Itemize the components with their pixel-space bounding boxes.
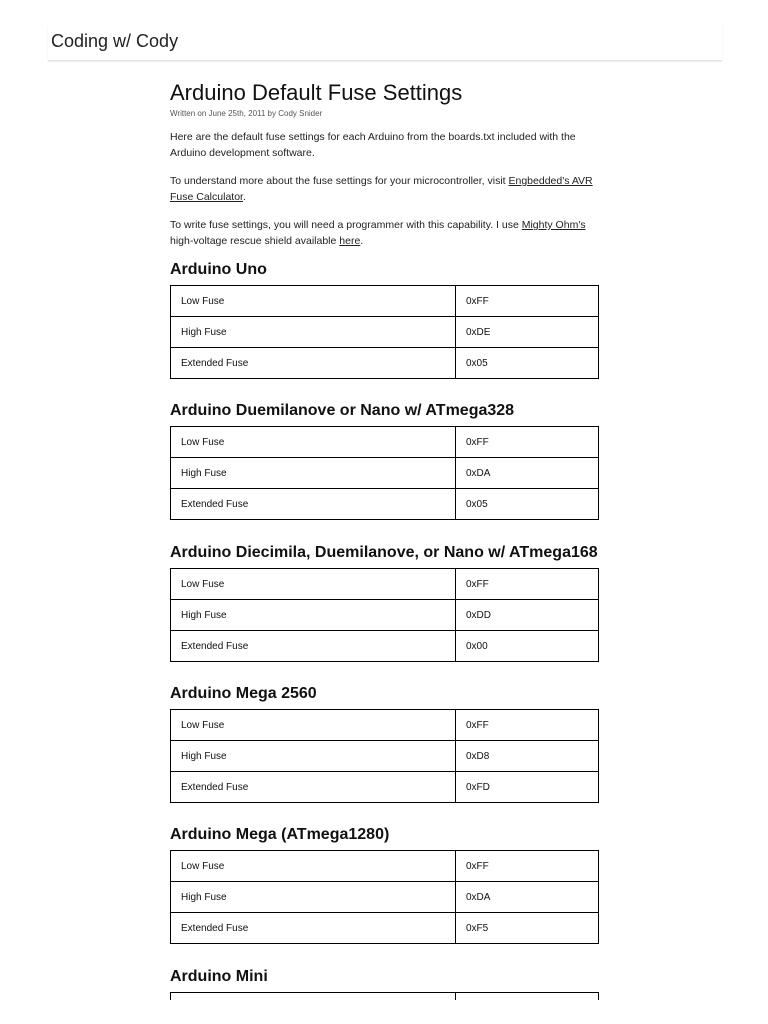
byline: Written on June 25th, 2011 by Cody Snider [170,109,323,118]
table-row [171,882,599,913]
fuse-table [170,426,599,520]
fuse-label-cell: High Fuse [171,600,456,631]
fuse-value-cell: 0xFD [456,772,599,803]
table-row [171,458,599,489]
table-row [171,851,599,882]
fuse-label-cell: High Fuse [171,741,456,772]
fuse-value-cell: 0x05 [456,348,599,379]
fuse-label-cell: Extended Fuse [171,913,456,944]
table-row [171,631,599,662]
section-title: Arduino Mini [170,968,268,985]
fuse-table [170,992,599,1000]
fuse-label-cell: High Fuse [171,458,456,489]
table-row [171,317,599,348]
table-row [171,710,599,741]
fuse-section [170,684,600,803]
fuse-label-cell: High Fuse [171,317,456,348]
fuse-value-cell: 0xDE [456,317,599,348]
fuse-value-cell: 0xD8 [456,741,599,772]
here-link[interactable]: here [339,235,361,247]
table-row [171,600,599,631]
fuse-label-cell: Extended Fuse [171,348,456,379]
fuse-section [170,543,600,662]
table-row [171,489,599,520]
fuse-table [170,850,599,944]
p2-end: . [242,191,246,203]
article [170,0,600,1000]
intro-text: Here are the default fuse settings for each Arduino from the boards.txt included with the Arduino development software. [170,131,576,159]
fuse-value-cell: 0xFF [456,710,599,741]
fuse-value-cell: 0xDA [456,458,599,489]
table-row [171,741,599,772]
section-title: Arduino Uno [170,261,267,278]
section-title: Arduino Mega (ATmega1280) [170,826,390,843]
fuse-value-cell: 0x00 [456,631,599,662]
fuse-label-cell: Low Fuse [171,427,456,458]
fuse-value-cell: 0xDD [456,600,599,631]
p3-text: To write fuse settings, you will need a programmer with this capability. I use [170,219,522,231]
section-title: Arduino Mega 2560 [170,685,317,702]
table-row [171,286,599,317]
fuse-value-cell: 0xFF [456,569,599,600]
p3-middle: high-voltage rescue shield available [170,235,340,247]
table-row [171,993,599,1001]
fuse-table [170,285,599,379]
fuse-label-cell: Low Fuse [171,286,456,317]
p2-text: To understand more about the fuse settings for your microcontroller, visit [170,175,509,187]
page-title: Arduino Default Fuse Settings [170,80,463,105]
fuse-label-cell: Extended Fuse [171,631,456,662]
fuse-value-cell: 0xDA [456,882,599,913]
programmer-paragraph [170,217,600,249]
table-row [171,348,599,379]
site-title-link[interactable]: Coding w/ Cody [51,31,179,51]
fuse-value-cell: 0xFF [456,427,599,458]
p3-end: . [360,235,364,247]
fuse-value-cell: 0xFF [456,851,599,882]
fuse-label-cell: High Fuse [171,882,456,913]
intro-paragraph [170,129,600,161]
table-row [171,772,599,803]
table-row [171,427,599,458]
fuse-section [170,260,600,379]
table-row [171,569,599,600]
mighty-ohm-link[interactable]: Mighty Ohm's [521,219,586,231]
fuse-value-cell [456,993,599,1001]
fuse-section [170,825,600,944]
fuse-label-cell: Extended Fuse [171,772,456,803]
fuse-section [170,401,600,520]
fuse-label-cell: Low Fuse [171,851,456,882]
fuse-table [170,709,599,803]
fuse-value-cell: 0xF5 [456,913,599,944]
fuse-calculator-link[interactable]: Engbedded's AVR Fuse Calculator [170,175,593,203]
fuse-label-cell: Extended Fuse [171,489,456,520]
table-row [171,913,599,944]
section-title: Arduino Duemilanove or Nano w/ ATmega328 [170,402,515,419]
fuse-calculator-paragraph [170,173,600,205]
section-title: Arduino Diecimila, Duemilanove, or Nano w/ ATmega168 [170,544,598,561]
fuse-value-cell: 0xFF [456,286,599,317]
fuse-table [170,568,599,662]
fuse-label-cell: Low Fuse [171,569,456,600]
fuse-value-cell: 0x05 [456,489,599,520]
fuse-label-cell: Low Fuse [171,710,456,741]
fuse-section [170,967,600,1000]
fuse-label-cell [171,993,456,1001]
